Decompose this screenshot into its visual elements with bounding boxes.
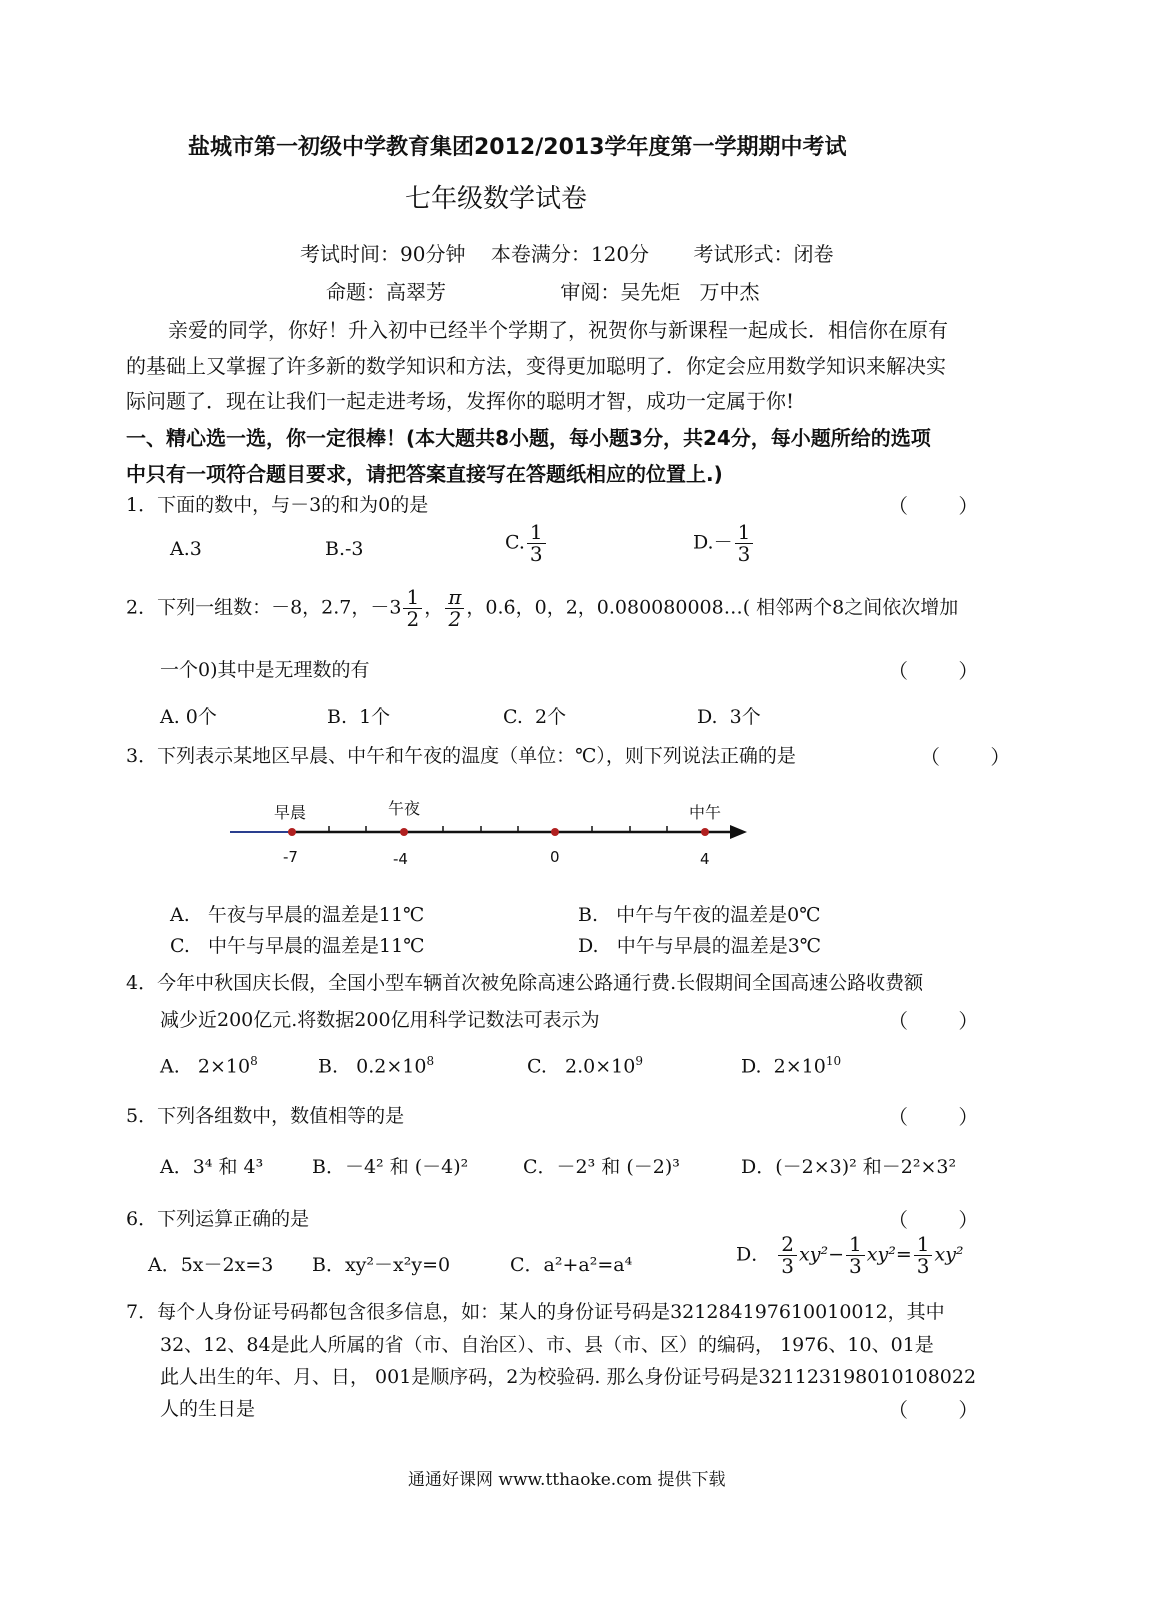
q6-option-b: B．xy²－x²y=0 — [312, 1254, 451, 1276]
q5-option-c: C．－2³ 和 (－2)³ — [523, 1156, 680, 1178]
q2-pi-fraction: $\frac{\pi}{2}$ — [445, 587, 464, 630]
q1-option-d: D.－ $\frac{1}{3}$ — [693, 522, 755, 565]
q3-option-c: C. 中午与早晨的温差是11℃ — [170, 935, 425, 957]
q7-stem-line2: 32、12、84是此人所属的省（市、自治区）、市、县（市、区）的编码， 1976、10、01是 — [160, 1334, 934, 1356]
q5-option-a: A．3⁴ 和 4³ — [160, 1156, 264, 1178]
q1-option-c: C. $\frac{1}{3}$ — [505, 522, 548, 565]
q1-d-fraction: $\frac{1}{3}$ — [735, 522, 754, 565]
q7-answer-paren: （ ） — [888, 1398, 1001, 1422]
q7-stem-line3: 此人出生的年、月、日， 001是顺序码，2为校验码. 那么身份证号码是321123198010108022 — [160, 1366, 977, 1388]
q5-stem: 5．下列各组数中，数值相等的是 — [126, 1105, 405, 1127]
q6-stem: 6．下列运算正确的是 — [126, 1208, 310, 1230]
point-zero — [551, 828, 559, 836]
label-noon: 中午 — [689, 803, 722, 822]
section1-heading-line2: 中只有一项符合题目要求，请把答案直接写在答题纸相应的位置上.) — [126, 462, 723, 486]
q2-option-b: B. 1个 — [327, 706, 391, 728]
q7-stem-line1: 7．每个人身份证号码都包含很多信息，如：某人的身份证号码是321284197610010012，其中 — [126, 1301, 945, 1323]
intro-line-3: 际问题了．现在让我们一起走进考场，发挥你的聪明才智，成功一定属于你! — [126, 389, 795, 413]
q6-answer-paren: （ ） — [888, 1208, 1001, 1232]
footer-source: 通通好课网 www.tthaoke.com 提供下载 — [408, 1470, 726, 1490]
q2-option-d: D. 3个 — [697, 706, 761, 728]
q2-stem-line2: 一个0)其中是无理数的有 — [160, 659, 370, 681]
number-line-arrow — [730, 825, 747, 839]
q2-answer-paren: （ ） — [888, 659, 1001, 683]
q2-mixed-fraction: $\frac{1}{2}$ — [403, 587, 422, 630]
q3-option-d: D. 中午与早晨的温差是3℃ — [578, 935, 822, 957]
q4-option-d: D. $2\times 10^{10}$ — [741, 1054, 842, 1078]
q6-option-a: A．5x－2x=3 — [148, 1254, 274, 1276]
q4-answer-paren: （ ） — [888, 1009, 1001, 1033]
q4-option-b: B. $0.2\times 10^8$ — [318, 1054, 435, 1078]
point-morning — [288, 828, 296, 836]
q6-option-d: D． $\frac{2}{3}$ xy²− $\frac{1}{3}$ xy²= $\frac{1}{3}$ xy² — [736, 1232, 964, 1278]
tick-label-four: 4 — [700, 850, 710, 868]
q7-stem-line4: 人的生日是 — [160, 1398, 256, 1420]
q1-option-a: A.3 — [170, 538, 202, 560]
q4-option-a: A. $2\times 10^8$ — [160, 1054, 258, 1078]
exam-info-line: 考试时间：90分钟 本卷满分：120分 考试形式：闭卷 — [300, 242, 834, 266]
q1-stem: 1．下面的数中，与－3的和为0的是 — [126, 494, 429, 516]
tick-label-zero: 0 — [550, 848, 560, 866]
q1-answer-paren: （ ） — [888, 494, 1001, 518]
q4-stem-line2: 减少近200亿元.将数据200亿用科学记数法可表示为 — [160, 1009, 600, 1031]
q5-option-b: B．－4² 和 (－4)² — [312, 1156, 469, 1178]
q5-option-d: D．(－2×3)² 和－2²×3² — [741, 1156, 957, 1178]
tick-label-minus7: -7 — [283, 848, 298, 866]
q3-stem: 3．下列表示某地区早晨、中午和午夜的温度（单位：℃），则下列说法正确的是 — [126, 745, 796, 767]
intro-line-2: 的基础上又掌握了许多新的数学知识和方法，变得更加聪明了．你定会应用数学知识来解决实 — [126, 354, 946, 378]
q2-stem: 2．下列一组数：－8，2.7，－3 $\frac{1}{2}$ ， $\frac{\pi}{2}$ ，0.6̇，0，2，0.080080008…( 相邻两个8之间依次增加 — [126, 585, 959, 631]
exam-title: 盐城市第一初级中学教育集团2012/2013学年度第一学期期中考试 — [188, 135, 847, 160]
label-midnight: 午夜 — [388, 799, 421, 818]
q3-option-a: A. 午夜与早晨的温差是11℃ — [170, 904, 425, 926]
q1-c-fraction: $\frac{1}{3}$ — [527, 522, 546, 565]
q4-option-c: C. $2.0\times 10^9$ — [527, 1054, 643, 1078]
q4-stem-line1: 4．今年中秋国庆长假，全国小型车辆首次被免除高速公路通行费.长假期间全国高速公路收费额 — [126, 972, 924, 994]
label-morning: 早晨 — [274, 803, 307, 822]
q5-answer-paren: （ ） — [888, 1105, 1001, 1129]
exam-author-line: 命题：高翠芳 审阅：吴先炬 万中杰 — [326, 280, 760, 304]
tick-label-minus4: -4 — [393, 850, 408, 868]
q1-option-b: B.-3 — [325, 538, 364, 560]
q2-option-c: C. 2个 — [503, 706, 567, 728]
q3-answer-paren: （ ） — [920, 745, 1033, 769]
q2-option-a: A. 0个 — [160, 706, 217, 728]
q3-option-b: B. 中午与午夜的温差是0℃ — [578, 904, 821, 926]
exam-subtitle: 七年级数学试卷 — [405, 184, 588, 214]
point-midnight — [400, 828, 408, 836]
intro-line-1: 亲爱的同学，你好！升入初中已经半个学期了，祝贺你与新课程一起成长．相信你在原有 — [168, 318, 948, 342]
point-noon — [701, 828, 709, 836]
q6-option-c: C．a²+a²=a⁴ — [510, 1254, 633, 1276]
section1-heading-line1: 一、精心选一选，你一定很棒！(本大题共8小题，每小题3分，共24分，每小题所给的选项 — [126, 426, 931, 450]
